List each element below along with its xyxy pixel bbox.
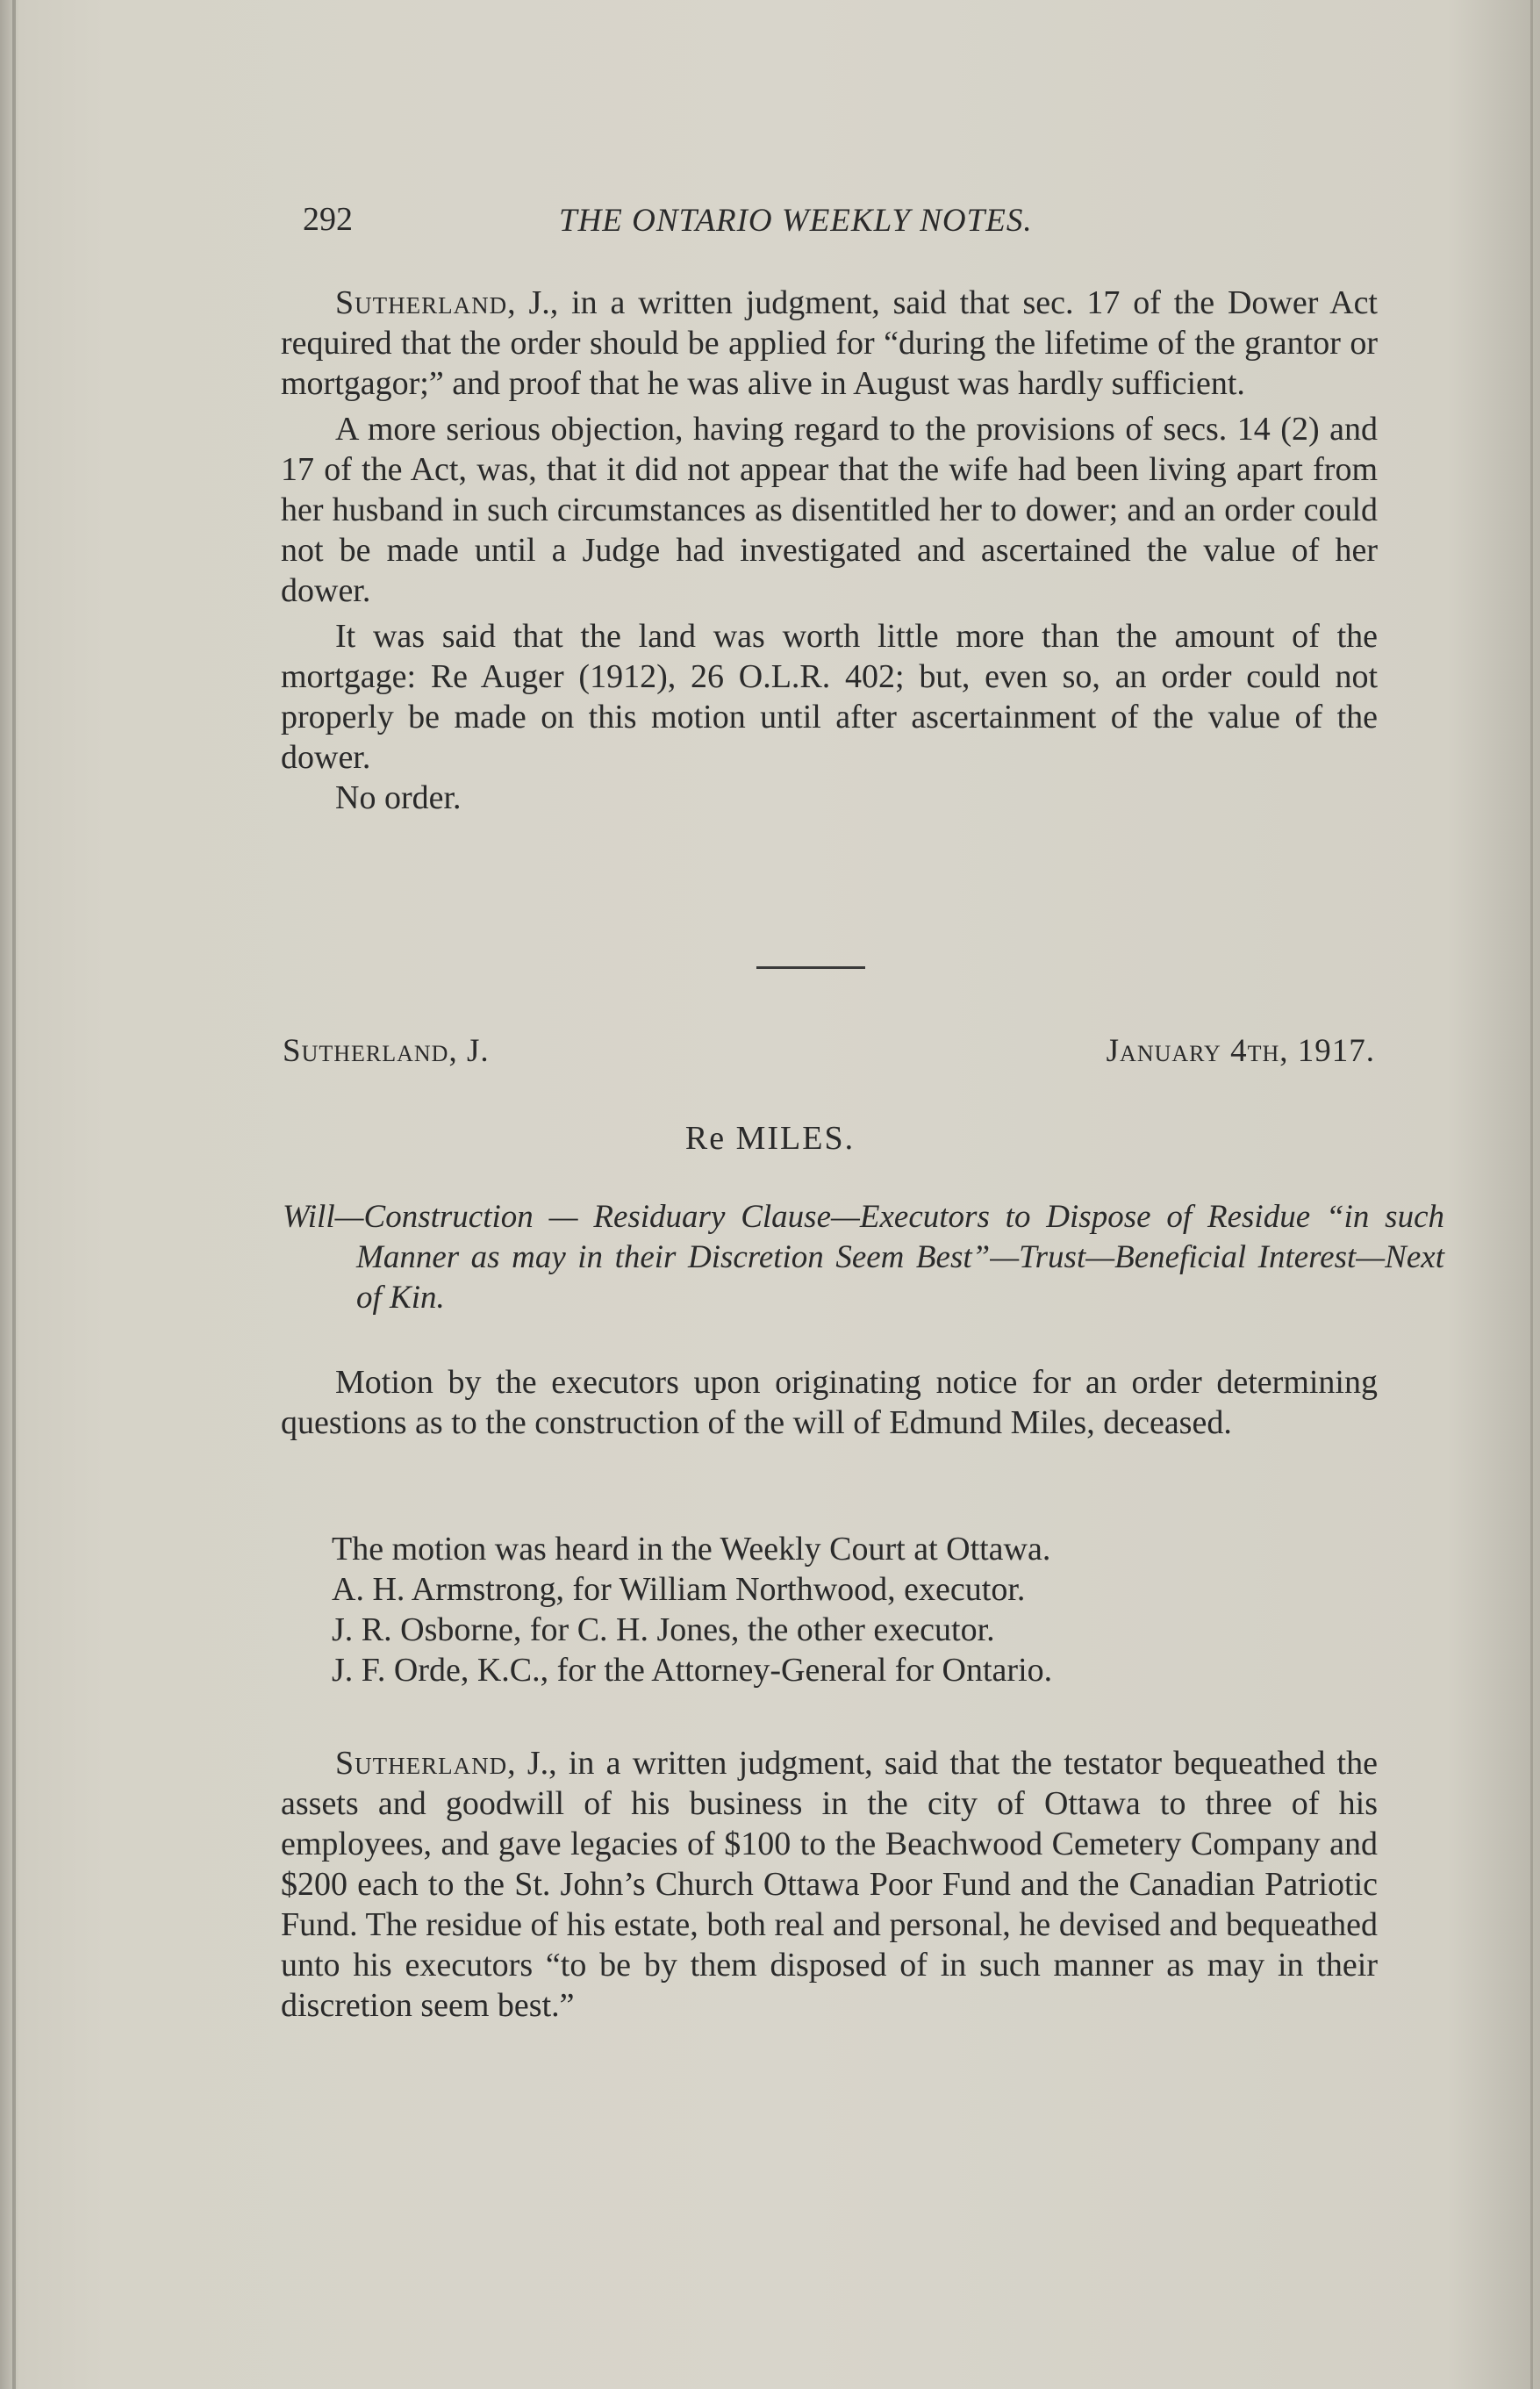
section-divider: [756, 966, 865, 969]
counsel-line: J. R. Osborne, for C. H. Jones, the other executor.: [332, 1611, 995, 1648]
judgment-paragraph: [281, 1743, 1378, 2026]
page-number: 292: [303, 201, 353, 238]
case-judge: Sutherland, J.: [283, 1033, 490, 1069]
case-title: Re MILES.: [684, 1120, 856, 1157]
paragraph-text: , J., in a written judgment, said that sec. 17 of the Dower Act required that the order should be applied for “during the lifetime of the grantor or mortgagor;” and proof that he was alive in August was hardly sufficient.: [281, 284, 1378, 402]
previous-case-body: [281, 283, 1378, 818]
paragraph-text: , J., in a written judgment, said that the testator bequeathed the assets and goodwill of his business in the city of Ottawa to three of his employees, and gave legacies of $100 to the Beachwood Cemetery Company and $200 each to the St. John’s Church Ottawa Poor Fund and the Canadian Patriotic Fund. The residue of his estate, both real and personal, he devised and bequeathed unto his executors “to be by them disposed of in such manner as may in their discretion seem best.”: [281, 1745, 1378, 2024]
case-judge-date-line: [283, 1032, 1375, 1076]
counsel-line: J. F. Orde, K.C., for the Attorney-General for Ontario.: [332, 1652, 1053, 1689]
motion-paragraph-block: [281, 1362, 1378, 1443]
counsel-list: [281, 1529, 1378, 1690]
headnote: Will—Construction — Residuary Clause—Executors to Dispose of Residue “in such Manner as may in their Discretion Seem Best”—Trust—Beneficial Interest—Next of Kin.: [283, 1199, 1444, 1316]
judgment-block: [281, 1743, 1378, 2026]
paragraph: It was said that the land was worth little more than the amount of the mortgage: Re Auger (1912), 26 O.L.R. 402; but, even so, an order could not properly be made on this motion until after ascertainment of the value of the dower.: [281, 618, 1378, 776]
judge-name: Sutherland: [335, 1745, 508, 1782]
counsel-line: A. H. Armstrong, for William Northwood, executor.: [332, 1571, 1026, 1608]
case-date: January 4th, 1917.: [1106, 1033, 1375, 1069]
page-header: [303, 200, 1382, 244]
paragraph: [281, 283, 1378, 404]
running-title: THE ONTARIO WEEKLY NOTES.: [559, 203, 1033, 239]
paragraph: No order.: [335, 779, 462, 816]
judge-name: Sutherland: [335, 284, 508, 321]
motion-paragraph: Motion by the executors upon originating notice for an order determining questions as to the construction of the will of Edmund Miles, deceased.: [281, 1364, 1378, 1441]
counsel-line: The motion was heard in the Weekly Court at Ottawa.: [332, 1531, 1051, 1568]
paragraph: A more serious objection, having regard to the provisions of secs. 14 (2) and 17 of the Act, was, that it did not appear that the wife had been living apart from her husband in such circumstances as disentitled her to dower; and an order could not be made until a Judge had investigated and ascertained the value of her dower.: [281, 411, 1378, 609]
binding-edge: [12, 0, 16, 2389]
page-edge: [1530, 0, 1533, 2389]
